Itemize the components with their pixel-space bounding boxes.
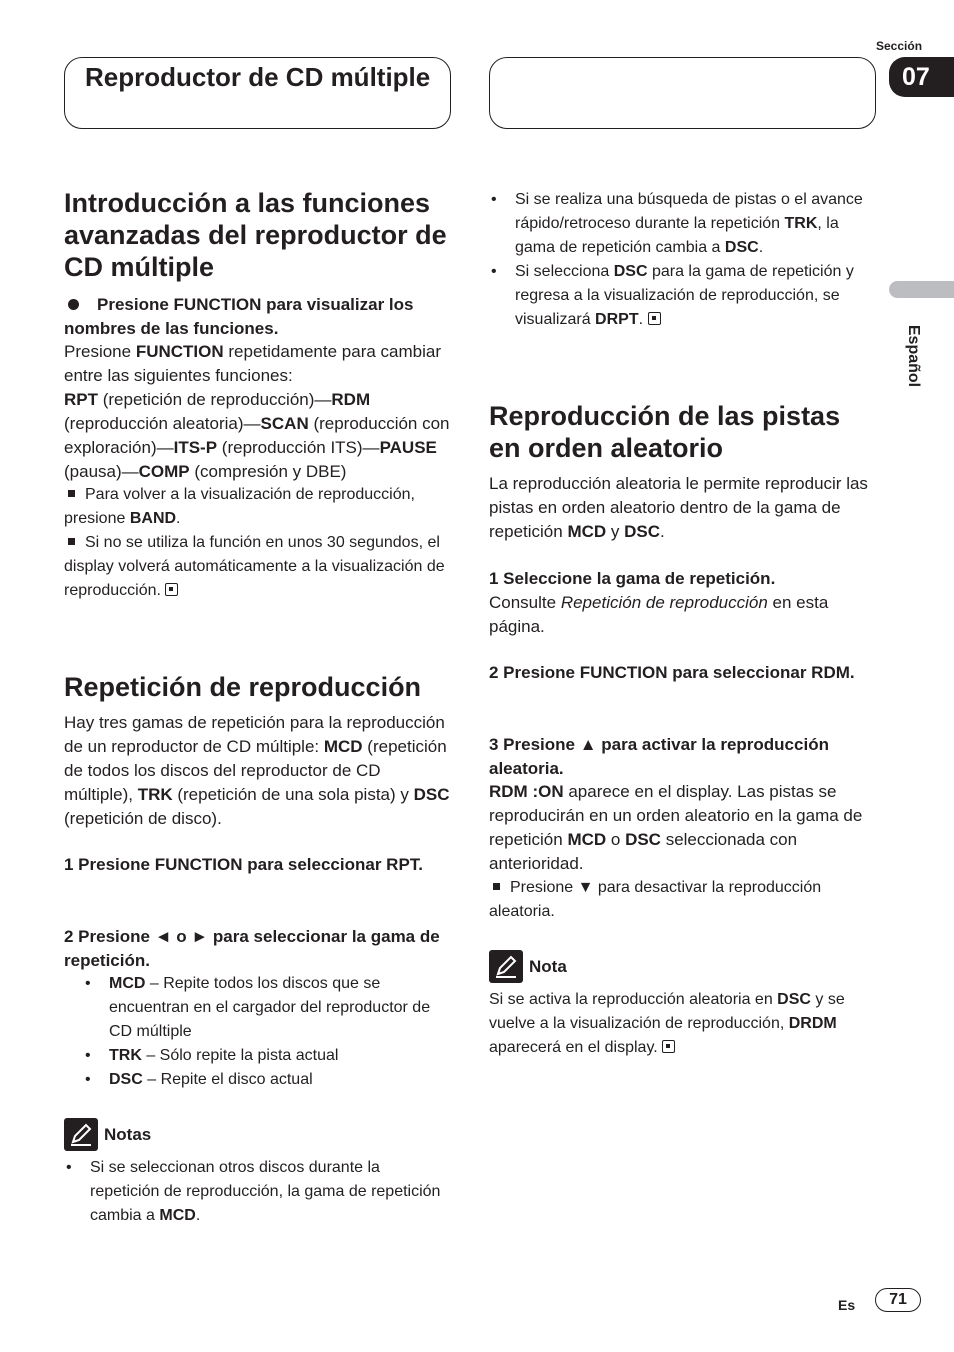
- bullet-dot-icon: [68, 299, 79, 310]
- intro-note-1: Para volver a la visualización de reproducción, presione BAND.: [64, 486, 415, 527]
- section-title-box: [64, 57, 451, 129]
- end-mark-icon: [165, 583, 178, 596]
- square-bullet-icon: [68, 490, 75, 497]
- page-number: 71: [875, 1288, 921, 1312]
- intro-note-2: Si no se utiliza la función en unos 30 segundos, el display volverá automáticamente a la visualización de reproducción.: [64, 534, 445, 599]
- notes-header: Notas: [64, 1118, 151, 1151]
- list-item: • DSC – Repite el disco actual: [83, 1068, 452, 1092]
- repeat-continued-list: [489, 188, 877, 332]
- random-paragraph: La reproducción aleatoria le permite reproducir las pistas en orden aleatorio dentro de la gama de repetición MCD y DSC.: [489, 474, 868, 541]
- repeat-step-1: 1 Presione FUNCTION para seleccionar RPT.: [64, 855, 424, 874]
- language-tab: [889, 281, 954, 298]
- random-heading: Reproducción de las pistas en orden aleatorio: [489, 401, 841, 463]
- empty-header-box: [489, 57, 876, 129]
- repeat-step-2: 2 Presione ◄ o ► para seleccionar la gama de repetición.: [64, 927, 440, 970]
- square-bullet-icon: [493, 883, 500, 890]
- notes-list: [64, 1156, 452, 1228]
- list-item: • Si se realiza una búsqueda de pistas o el avance rápido/retroceso durante la repetición TRK, la gama de repetición cambia a DSC.: [489, 188, 877, 260]
- repeat-options-list: [83, 972, 452, 1092]
- random-step-3-note: Presione ▼ para desactivar la reproducción aleatoria.: [489, 879, 822, 920]
- intro-paragraph: Presione FUNCTION repetidamente para cambiar entre las siguientes funciones: RPT (repetición de reproducción)—RDM (reproducción aleatoria)—SCAN (reproducción con exploración)—ITS-P (reproducción ITS)—PAUSE (pausa)—COMP (compresión y DBE): [64, 342, 450, 481]
- language-label: Español: [905, 324, 922, 388]
- list-item: • Si selecciona DSC para la gama de repetición y regresa a la visualización de reproducción, se visualizará DRPT.: [489, 260, 877, 332]
- repeat-heading: Repetición de reproducción: [64, 672, 422, 702]
- square-bullet-icon: [68, 538, 75, 545]
- nota-text: Si se activa la reproducción aleatoria en DSC y se vuelve a la visualización de reproducción, DRDM aparecerá en el display.: [489, 991, 845, 1056]
- list-item: • Si se seleccionan otros discos durante la repetición de reproducción, la gama de repetición cambia a MCD.: [64, 1156, 452, 1228]
- section-number-badge: 07: [889, 57, 954, 97]
- note-pencil-icon: [489, 950, 523, 983]
- end-mark-icon: [648, 312, 661, 325]
- intro-heading: Introducción a las funciones avanzadas del reproductor de CD múltiple: [64, 188, 447, 282]
- random-step-2: 2 Presione FUNCTION para seleccionar RDM.: [489, 663, 855, 682]
- note-pencil-icon: [64, 1118, 98, 1151]
- random-step-1-text: Consulte Repetición de reproducción en esta página.: [489, 593, 829, 636]
- intro-step: Presione FUNCTION para visualizar los nombres de las funciones.: [64, 295, 414, 338]
- section-label: Sección: [876, 39, 923, 53]
- nota-header: Nota: [489, 950, 567, 983]
- list-item: • MCD – Repite todos los discos que se encuentran en el cargador del reproductor de CD múltiple: [83, 972, 452, 1044]
- repeat-paragraph: Hay tres gamas de repetición para la reproducción de un reproductor de CD múltiple: MCD (repetición de todos los discos del reproductor de CD múltiple), TRK (repetición de una sola pista) y DSC (repetición de disco).: [64, 713, 450, 828]
- language-code: Es: [838, 1297, 856, 1313]
- random-step-3: 3 Presione ▲ para activar la reproducción aleatoria.: [489, 735, 829, 778]
- end-mark-icon: [662, 1040, 675, 1053]
- random-step-3-text: RDM :ON aparece en el display. Las pistas se reproducirán en un orden aleatorio en la gama de repetición MCD o DSC seleccionada con anterioridad.: [489, 782, 863, 873]
- random-step-1: 1 Seleccione la gama de repetición.: [489, 569, 776, 588]
- list-item: • TRK – Sólo repite la pista actual: [83, 1044, 452, 1068]
- section-title: Reproductor de CD múltiple: [85, 62, 431, 92]
